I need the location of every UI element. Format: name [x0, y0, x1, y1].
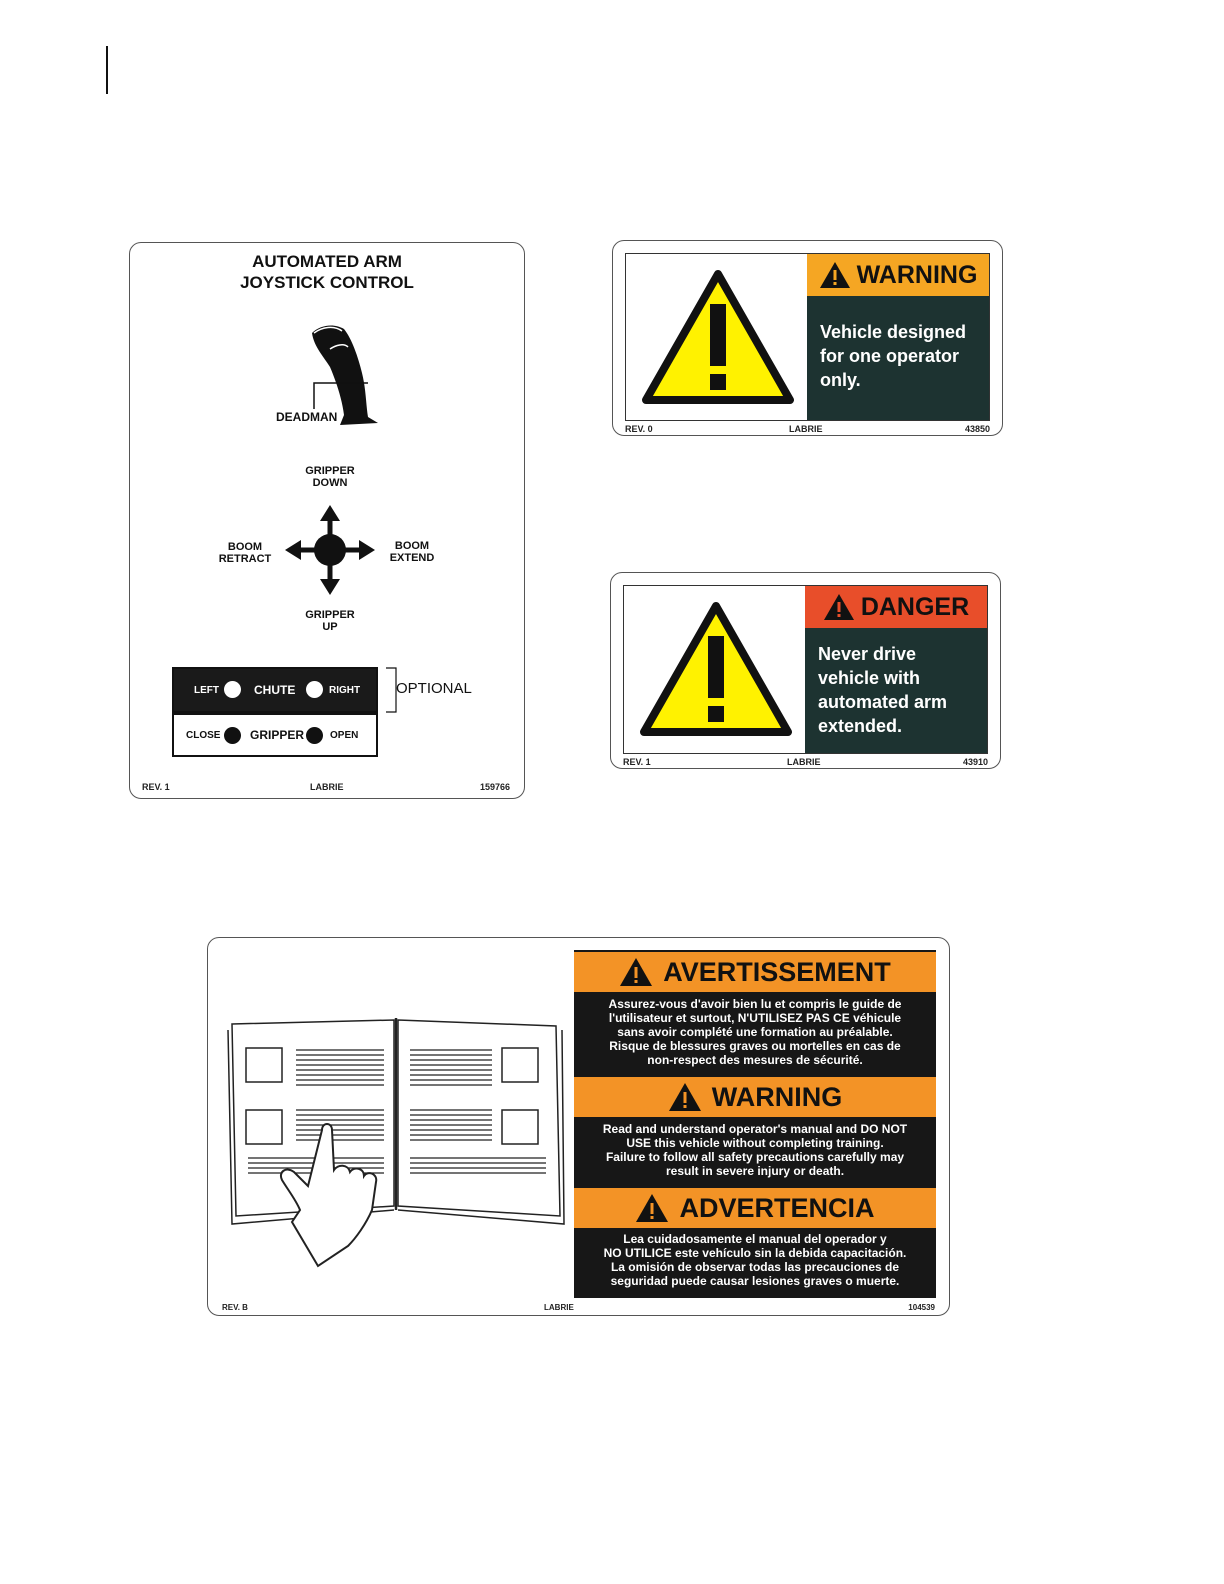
joystick-decal-title: AUTOMATED ARM JOYSTICK CONTROL — [240, 252, 414, 292]
warning-header: WARNING — [807, 254, 989, 296]
danger-decal — [610, 572, 1001, 769]
brand-label: LABRIE — [544, 1303, 574, 1312]
danger-message: Never drive vehicle with automated arm extended. — [818, 644, 948, 736]
brand-label: LABRIE — [310, 782, 344, 792]
open-manual-with-hand-icon — [226, 1010, 566, 1270]
joystick-control-decal — [129, 242, 525, 799]
part-number: 43850 — [964, 424, 990, 434]
french-header: AVERTISSEMENT — [574, 952, 936, 992]
boom-retract-label: BOOM RETRACT — [218, 541, 272, 565]
deadman-label: DEADMAN — [276, 410, 338, 424]
four-way-arrow-icon — [285, 505, 375, 595]
brand-label: LABRIE — [787, 757, 821, 767]
chute-right-button — [306, 681, 323, 698]
alert-icon — [619, 957, 653, 987]
warning-decal — [612, 240, 1003, 436]
spanish-header: ADVERTENCIA — [574, 1188, 936, 1228]
gripper-close-button — [224, 727, 241, 744]
alert-icon — [635, 1193, 669, 1223]
read-manual-decal — [207, 937, 950, 1316]
warning-message: Vehicle designed for one operator only. — [820, 322, 967, 390]
gripper-open-button — [306, 727, 323, 744]
alert-icon — [668, 1082, 702, 1112]
danger-triangle-icon — [638, 600, 794, 740]
alert-icon — [823, 593, 855, 621]
part-number: 159766 — [479, 782, 510, 792]
chute-left-button — [224, 681, 241, 698]
part-number: 43910 — [962, 757, 988, 767]
revision-label: REV. B — [222, 1303, 248, 1312]
revision-label: REV. 0 — [625, 424, 653, 434]
revision-label: REV. 1 — [142, 782, 170, 792]
english-warning-text: Read and understand operator's manual and DO NOT USE this vehicle without completing training. Failure to follow all safety precautions carefully may result in severe injury or death. — [602, 1122, 908, 1178]
danger-header: DANGER — [805, 586, 987, 628]
optional-label: OPTIONAL — [396, 680, 472, 697]
part-number: 104539 — [908, 1303, 935, 1312]
gripper-up-label: GRIPPER UP — [305, 609, 355, 633]
gripper-control-panel: CLOSE GRIPPER OPEN — [172, 713, 378, 757]
warning-triangle-icon — [640, 268, 796, 408]
english-header: WARNING — [574, 1077, 936, 1117]
boom-extend-label: BOOM EXTEND — [389, 540, 435, 564]
revision-label: REV. 1 — [623, 757, 651, 767]
brand-label: LABRIE — [789, 424, 823, 434]
margin-rule — [106, 46, 108, 94]
deadman-leader-line — [312, 361, 372, 411]
alert-icon — [819, 261, 851, 289]
spanish-warning-text: Lea cuidadosamente el manual del operador y NO UTILICE este vehículo sin la debida capacitación. La omisión de observar todas las precauciones de seguridad puede causar lesiones graves o muerte. — [603, 1232, 907, 1288]
gripper-down-label: GRIPPER DOWN — [305, 465, 355, 489]
trilingual-warning-panel — [574, 950, 936, 1298]
chute-control-panel: LEFT CHUTE RIGHT — [172, 667, 378, 713]
french-warning-text: Assurez-vous d'avoir bien lu et compris le guide de l'utilisateur et surtout, N'UTILISEZ PAS CE véhicule sans avoir complété une formation au préalable. Risque de blessures graves ou mortelles en cas de non-respect des mesures de sécurité. — [608, 997, 902, 1067]
